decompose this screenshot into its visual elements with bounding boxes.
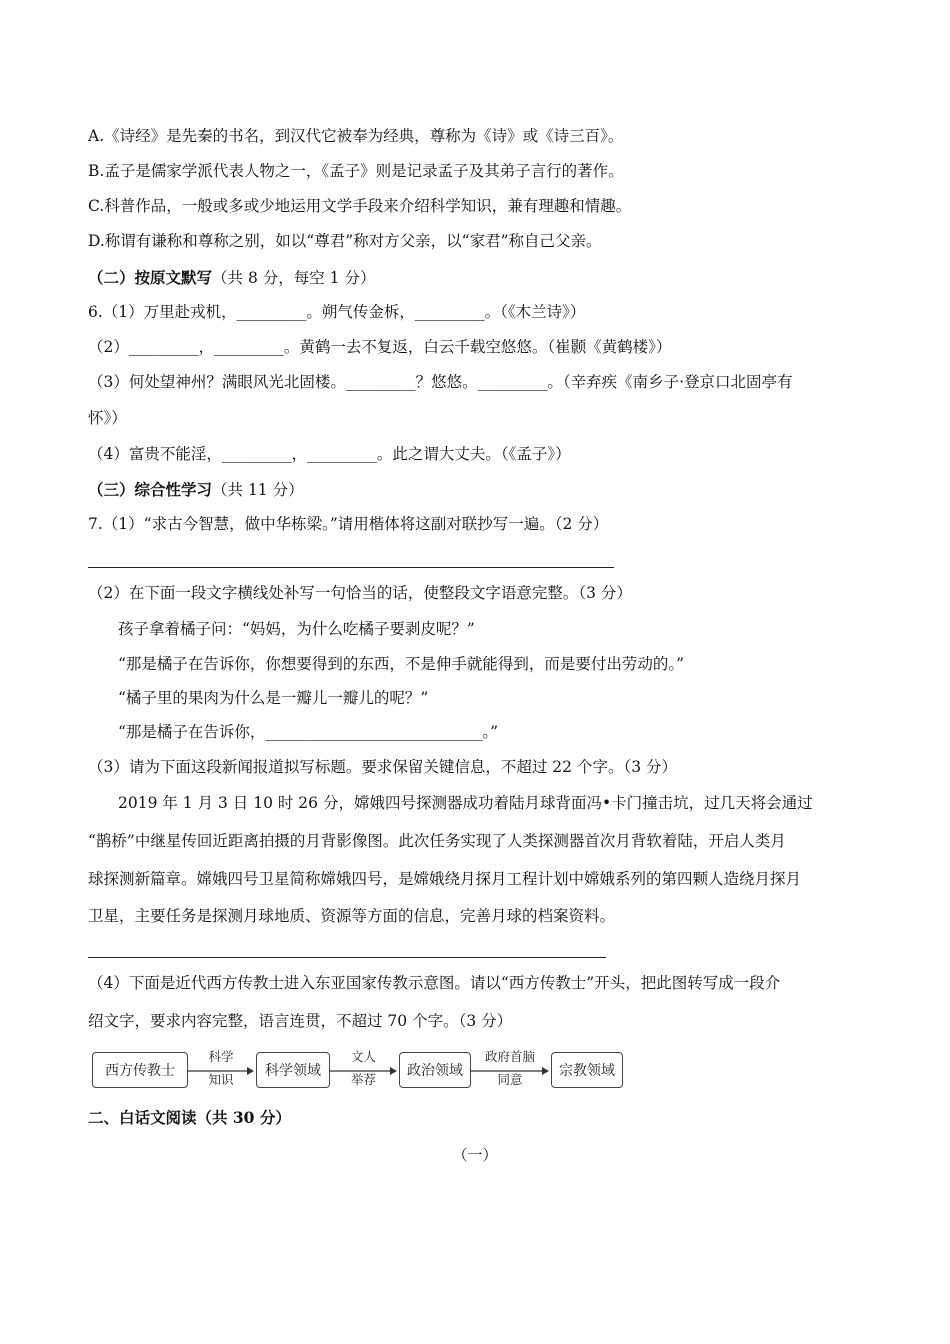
option-a: A.《诗经》是先秦的书名，到汉代它被奉为经典，尊称为《诗》或《诗三百》。 <box>88 127 624 145</box>
dialogue-2: “那是橘子在告诉你，你想要得到的东西，不是伸手就能得到，而是要付出劳动的。” <box>118 655 685 673</box>
news-line-4: 卫星，主要任务是探测月球地质、资源等方面的信息，完善月球的档案资料。 <box>88 907 616 925</box>
arrow-1-bottom-label: 知识 <box>208 1072 234 1087</box>
box-religion: 宗教领域 <box>551 1052 623 1088</box>
q6-line-5: （4）富贵不能淫，_________，_________。此之谓大丈夫。（《孟子》） <box>88 445 571 463</box>
dialogue-3: “橘子里的果肉为什么是一瓣儿一瓣儿的呢？” <box>118 689 429 707</box>
q7-part-4-line-1: （4）下面是近代西方传教士进入东亚国家传教示意图。请以“西方传教士”开头，把此图转写成一段介 <box>88 974 781 992</box>
dialogue-1: 孩子拿着橘子问：“妈妈，为什么吃橘子要剥皮呢？” <box>118 620 475 638</box>
q6-line-1: 6.（1）万里赴戎机，_________。朔气传金柝，_________。（《木兰诗》） <box>88 303 586 321</box>
section-3-heading <box>88 482 304 499</box>
option-b: B.孟子是儒家学派代表人物之一，《孟子》则是记录孟子及其弟子言行的著作。 <box>88 162 624 180</box>
q6-line-2: （2）_________，_________。黄鹤一去不复返，白云千载空悠悠。（崔颢《黄鹤楼》） <box>88 338 672 356</box>
section-2-title: （二）按原文默写 <box>88 268 213 287</box>
arrow-2 <box>329 1048 398 1094</box>
answer-line-1 <box>88 567 614 568</box>
arrow-2-bottom-label: 举荐 <box>350 1072 376 1087</box>
answer-line-2 <box>88 957 606 958</box>
q6-line-4: 怀》） <box>88 409 127 427</box>
q7-part-1: 7.（1）“求古今智慧，做中华栋梁。”请用楷体将这副对联抄写一遍。（2 分） <box>88 515 609 533</box>
option-c: C.科普作品，一般或多或少地运用文学手段来介绍科学知识，兼有理趣和情趣。 <box>88 197 632 215</box>
news-line-3: 球探测新篇章。嫦娥四号卫星简称嫦娥四号，是嫦娥绕月探月工程计划中嫦娥系列的第四颗人造绕月探月 <box>88 870 802 888</box>
q7-part-2: （2）在下面一段文字横线处补写一句恰当的话，使整段文字语意完整。（3 分） <box>88 584 632 602</box>
box-politics: 政治领域 <box>399 1052 471 1088</box>
missionary-flow-diagram <box>92 1048 632 1094</box>
q7-part-3: （3）请为下面这段新闻报道拟写标题。要求保留关键信息，不超过 22 个字。（3 分） <box>88 758 677 776</box>
news-line-2: “鹊桥”中继星传回近距离拍摄的月背影像图。此次任务实现了人类探测器首次月背软着陆，开启人类月 <box>88 832 786 850</box>
arrow-1-top-label: 科学 <box>208 1049 234 1064</box>
section-3-score: （共 11 分） <box>212 481 304 499</box>
dialogue-4: “那是橘子在告诉你，____________________________。” <box>118 723 499 741</box>
section-2-score: （共 8 分，每空 1 分） <box>212 269 376 287</box>
arrow-1 <box>187 1048 255 1094</box>
option-d: D.称谓有谦称和尊称之别，如以“尊君”称对方父亲，以“家君”称自己父亲。 <box>88 232 602 250</box>
box-science: 科学领域 <box>256 1052 330 1088</box>
part-2-heading: 二、白话文阅读（共 30 分） <box>88 1108 291 1127</box>
subsection-1-heading: （一） <box>452 1146 498 1164</box>
q6-line-3: （3）何处望神州？满眼风光北固楼。_________？悠悠。_________。（辛弃疾《南乡子·登京口北固亭有 <box>88 373 793 391</box>
box-missionary: 西方传教士 <box>92 1052 188 1088</box>
section-2-heading <box>88 270 375 287</box>
news-line-1: 2019 年 1 月 3 日 10 时 26 分，嫦娥四号探测器成功着陆月球背面冯•卡门撞击坑，过几天将会通过 <box>118 794 813 812</box>
arrow-2-top-label: 文人 <box>350 1049 376 1064</box>
arrow-3-top-label: 政府首脑 <box>484 1049 535 1064</box>
section-3-title: （三）综合性学习 <box>88 480 213 499</box>
arrow-3-bottom-label: 同意 <box>497 1072 523 1087</box>
arrow-3 <box>470 1048 550 1094</box>
q7-part-4-line-2: 绍文字，要求内容完整，语言连贯，不超过 70 个字。（3 分） <box>88 1012 513 1030</box>
